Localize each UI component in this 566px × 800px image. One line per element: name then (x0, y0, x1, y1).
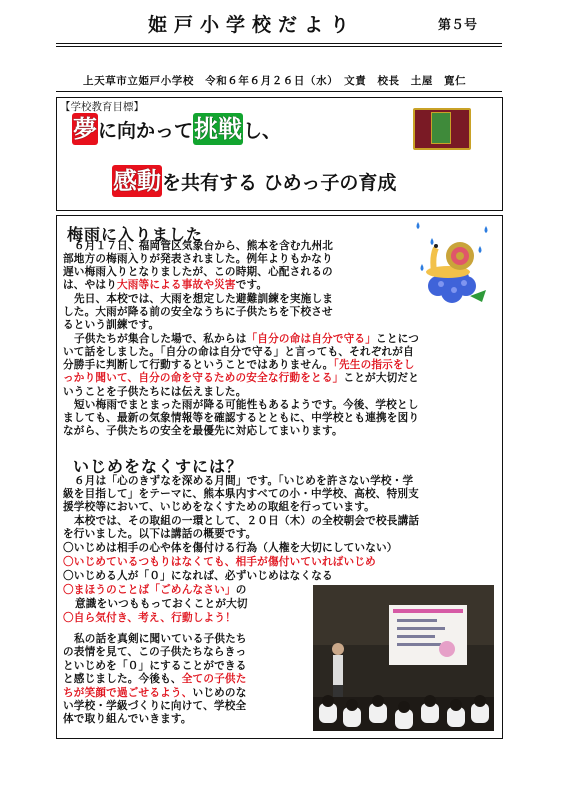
s1-line-10 (63, 359, 415, 372)
s1-line-4-a: は、やはり (63, 279, 117, 291)
s1-highlight-disaster: 大雨等による事故や災害 (116, 279, 236, 291)
newsletter-title: 姫戸小学校だより (148, 14, 357, 36)
s2-bullet-4 (63, 584, 247, 597)
s2-line-11: い学校・学級づくりに向けて、学校全 (63, 700, 247, 712)
school-goal-line1 (72, 116, 281, 143)
s2-line-10 (63, 687, 247, 700)
s2-line-8: といじめを「０」にすることができる (63, 660, 247, 672)
s1-line-6: した。大雨が降る前の安全なうちに子供たちを下校させ (63, 306, 333, 318)
s1-line-13: 短い梅雨でまとまった雨が降る可能性もあるようです。今後、学校とし (74, 399, 419, 411)
s2-line-12: 体で取り組んでいきます。 (63, 713, 192, 725)
s1-line-8-a: 子供たちが集合した場で、私からは (74, 333, 247, 345)
goal-kanji-dream: 夢 (73, 115, 97, 143)
s1-line-4-b: です。 (235, 279, 268, 291)
header-rule-top2 (56, 46, 502, 47)
s2-line-9 (63, 673, 247, 686)
section-heading-rainy-season: 梅雨に入りました (67, 225, 204, 244)
s2-bullet-4-cont: 意識をいつももっておくことが大切 (75, 598, 248, 610)
header-rule-top (56, 43, 502, 44)
s1-line-7: るという訓練です。 (63, 319, 160, 331)
goal-text-3: を共有する ひめっ子の育成 (162, 172, 397, 194)
s1-line-9: いて話をしました。「自分の命は自分で守る」と言っても、それぞれが自 (63, 346, 414, 358)
s2-highlight-magic-word: 〇まほうのことば「ごめんなさい」 (63, 584, 236, 596)
s1-line-2: 部地方の梅雨入りが発表されました。例年よりもかなり (63, 253, 333, 265)
s2-line-6: 私の話を真剣に聞いている子供たち (74, 633, 247, 645)
school-goal-line2 (112, 168, 396, 195)
s1-line-3: 遅い梅雨入りとなりましたが、この時期、心配されるの (63, 266, 333, 278)
s2-bullet-2: 〇いじめているつもりはなくても、相手が傷付いていればいじめ (63, 556, 376, 568)
assembly-photo-drawing (313, 585, 494, 731)
s2-line-7: の表情を見て、この子供たちならきっ (63, 646, 247, 658)
issue-number: 第５号 (438, 18, 478, 33)
s2-line-1: ６月は「心のきずなを深める月間」です。「いじめを許さない学校・学 (74, 475, 414, 487)
goal-kanji-emotion: 感動 (113, 167, 161, 195)
goal-kanji-challenge: 挑戦 (194, 115, 243, 143)
s1-line-11 (63, 372, 419, 385)
s2-highlight-smile-2: ちが笑顔で過ごせるよう、 (63, 687, 193, 699)
s1-line-11-b: ことが大切だと (343, 372, 419, 384)
s2-line-10-b: いじめのな (192, 687, 247, 699)
s2-highlight-smile-1: 全ての子供た (181, 673, 247, 685)
s1-line-5: 先日、本校では、大雨を想定した避難訓練を実施しま (74, 293, 334, 305)
s1-line-8-b: ことにつ (376, 333, 419, 345)
s1-line-1: ６月１７日、福岡管区気象台から、熊本を含む九州北 (74, 240, 334, 252)
snail-hydrangea-icon (410, 216, 496, 306)
s2-bullet-5: 〇自ら気付き、考え、行動しよう！ (63, 612, 236, 624)
s2-line-9-a: と感じました。今後も、 (63, 673, 182, 685)
s2-line-5: を行いました。以下は講話の概要です。 (63, 528, 257, 540)
s1-highlight-own-life: 「自分の命は自分で守る」 (246, 333, 377, 345)
s1-line-12: いうことを子供たちには伝えました。 (63, 386, 247, 398)
s1-line-14: ましても、最新の気象情報等を確認するとともに、中学校とも連携を図り (63, 412, 420, 424)
s1-line-15: ながら、子供たちの安全を最優先に対応してまいります。 (63, 425, 343, 437)
s2-bullet-1: 〇いじめは相手の心や体を傷付ける行為（人権を大切にしていない） (63, 542, 398, 554)
header-subline: 上天草市立姫戸小学校 令和６年６月２６日（水） 文責 校長 土屋 寛仁 (83, 75, 467, 87)
section-heading-bullying: いじめをなくすには？ (73, 457, 244, 476)
school-emblem-center (431, 112, 451, 144)
s2-line-2: 級を目指して」をテーマに、熊本県内すべての小・中学校、高校、特別支 (63, 488, 419, 500)
s2-bullet-3: 〇いじめる人が「０」になれば、必ずいじめはなくなる (63, 570, 333, 582)
s1-line-8 (74, 333, 419, 346)
s1-line-10-a: 分勝手に判断して行動するということではありません。 (63, 359, 334, 371)
assembly-photo (313, 585, 494, 731)
s1-highlight-teacher-2: っかり聞いて、自分の命を守るための安全な行動をとる」 (63, 372, 344, 384)
s2-line-4: 本校では、その取組の一環として、２０日（木）の全校朝会で校長講話 (74, 515, 420, 527)
header-rule-bottom (56, 91, 502, 92)
s1-highlight-teacher-1: 「先生の指示をし (333, 359, 415, 371)
school-goal-label: 【学校教育目標】 (60, 101, 144, 113)
goal-text-2: し、 (243, 120, 282, 142)
goal-text-1: に向かって (98, 120, 194, 142)
s1-line-4 (63, 279, 267, 292)
s2-bullet-4-b: の (235, 584, 247, 596)
s2-line-3: 援学校等において、いじめをなくすための取組を行っています。 (63, 501, 375, 513)
